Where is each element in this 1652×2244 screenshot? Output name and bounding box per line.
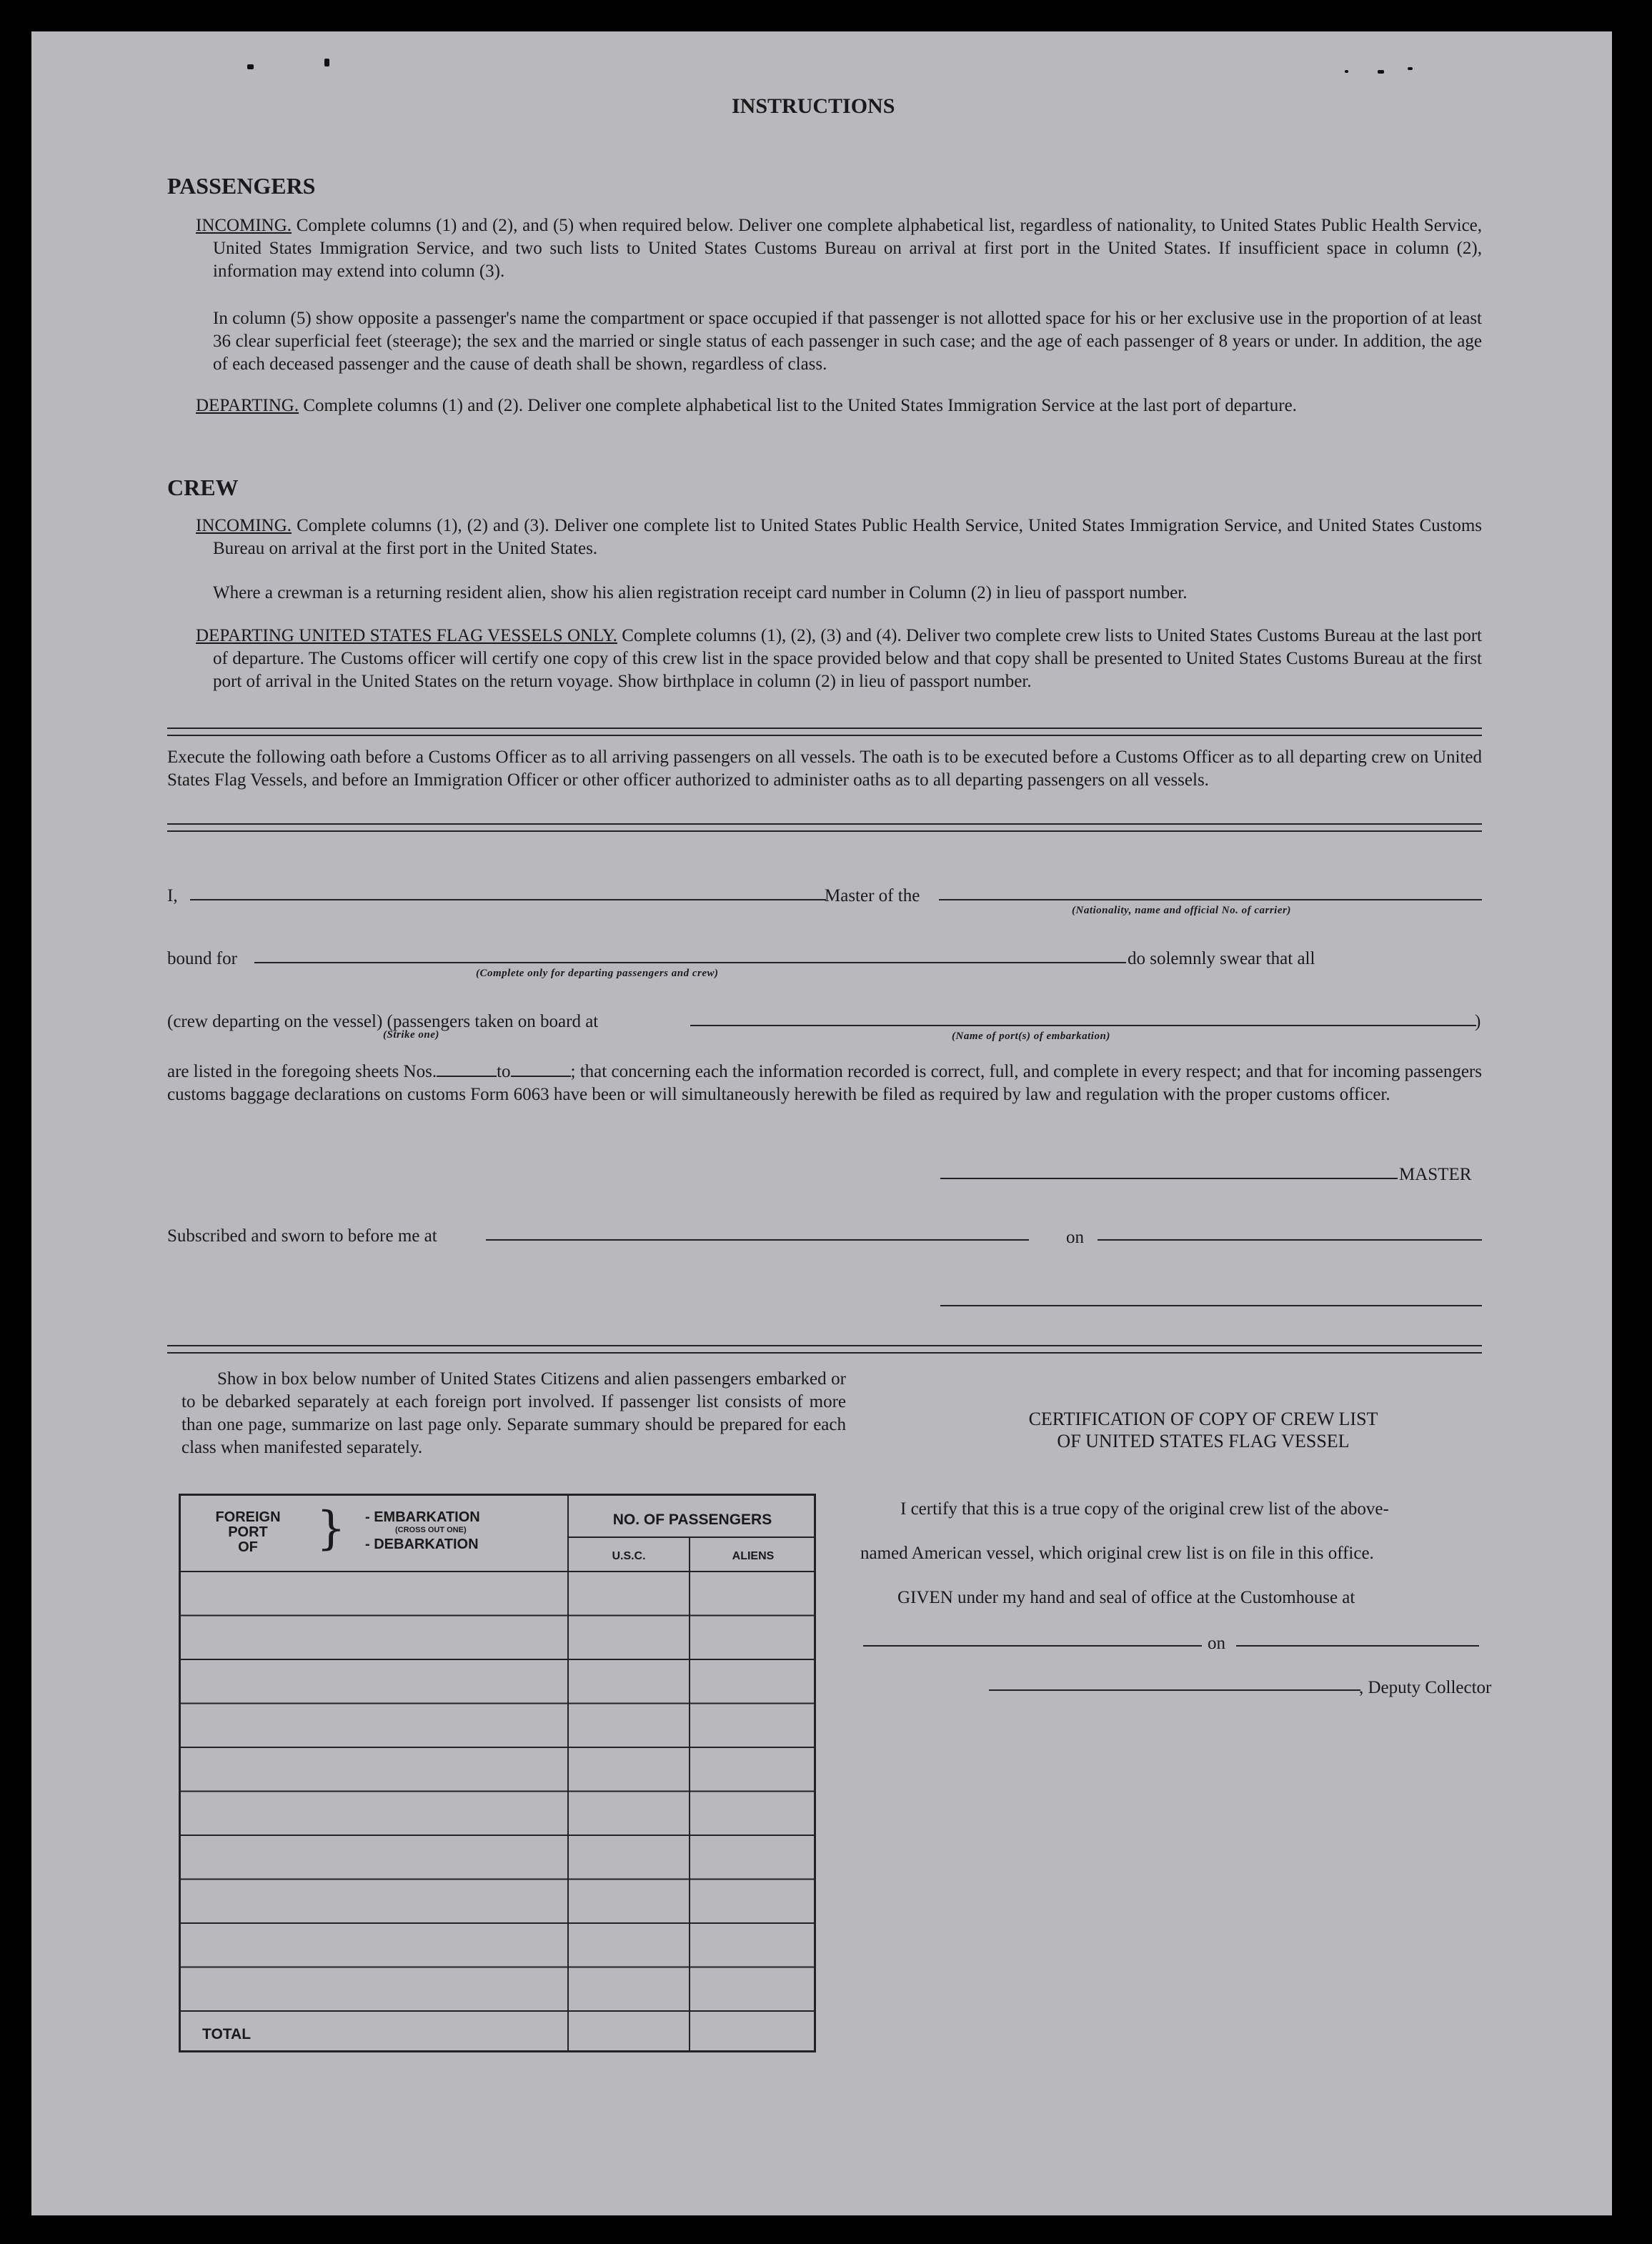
sheets-text: ; that concerning each the information recorded is correct, full, and complete in every respect; and that for incoming passengers customs baggage declarations on customs Form 6063 have been or will simultaneously herewith be filed as required by law and regulation with the proper customs officer.	[167, 1062, 1482, 1104]
brace-icon: }	[317, 1502, 346, 1555]
given-text: GIVEN under my hand and seal of office at the Customhouse at	[897, 1588, 1355, 1607]
deputy-collector-signature-field[interactable]	[989, 1689, 1360, 1691]
cert-on-label: on	[1208, 1634, 1225, 1653]
sworn-date-field[interactable]	[1098, 1239, 1482, 1241]
passengers-incoming-paragraph	[196, 214, 1482, 283]
master-label: MASTER	[1399, 1165, 1472, 1184]
summary-instruction: Show in box below number of United States Citizens and alien passengers embarked or to be debarked separately at each foreign port involved. If passenger list consists of more than one page, summarize on last page only. Separate summary should be prepared for each class when manifested separately.	[181, 1369, 846, 1457]
section-divider	[167, 1345, 1482, 1354]
close-paren: )	[1475, 1012, 1481, 1031]
sheets-label: are listed in the foregoing sheets Nos.	[167, 1062, 437, 1081]
scan-speck	[247, 64, 254, 69]
certification-title-line: CERTIFICATION OF COPY OF CREW LIST	[1028, 1409, 1378, 1429]
scan-speck	[1345, 70, 1348, 73]
section-divider	[167, 823, 1482, 832]
master-name-field[interactable]	[190, 899, 826, 900]
crew-departing-label: DEPARTING UNITED STATES FLAG VESSELS ONLY.	[196, 626, 617, 645]
sworn-on-label: on	[1066, 1228, 1084, 1247]
aliens-header: ALIENS	[732, 1550, 775, 1562]
bound-for-field[interactable]	[254, 962, 1126, 963]
nationality-caption: (Nationality, name and official No. of carrier)	[1072, 905, 1291, 916]
sheet-to-field[interactable]	[511, 1076, 571, 1077]
passengers-incoming-text: Complete columns (1) and (2), and (5) when required below. Deliver one complete alphabetical list, regardless of nationality, to United States Public Health Service, United States Immigration Service, and two such lists to United States Customs Bureau on arrival at first port in the United States. If insufficient space in column (2), information may extend into column (3).	[213, 216, 1483, 281]
cross-out-caption: (CROSS OUT ONE)	[395, 1526, 467, 1534]
crew-departing-label: (crew departing on the vessel) (passengers taken on board at	[167, 1012, 599, 1031]
deputy-collector-label: , Deputy Collector	[1359, 1678, 1492, 1697]
embarkation-ports-field[interactable]	[690, 1025, 1476, 1026]
crew-incoming-paragraph	[196, 515, 1482, 560]
no-passengers-header: NO. OF PASSENGERS	[612, 1511, 772, 1528]
passengers-heading: PASSENGERS	[167, 173, 316, 199]
embarkation-header: - EMBARKATION	[365, 1509, 480, 1525]
cert-date-field[interactable]	[1236, 1645, 1479, 1647]
bound-caption: (Complete only for departing passengers and crew)	[476, 968, 719, 979]
crew-heading: CREW	[167, 475, 239, 500]
certification-title-line: OF UNITED STATES FLAG VESSEL	[1057, 1431, 1350, 1451]
oath-instruction: Execute the following oath before a Customs Officer as to all arriving passengers on all vessels. The oath is to be executed before a Customs Officer as to all departing crew on United States Flag Vessels, and before an Immigration Officer or other officer authorized to administer oaths as to all departing passengers on all vessels.	[167, 748, 1482, 790]
to-label: to	[497, 1062, 511, 1081]
passengers-departing-label: DEPARTING.	[196, 396, 299, 415]
form-page	[31, 31, 1612, 2215]
passengers-departing-paragraph	[196, 394, 1482, 417]
certify-line-1: I certify that this is a true copy of the original crew list of the above-	[900, 1499, 1389, 1519]
sheet-from-field[interactable]	[437, 1076, 497, 1077]
certify-line-2: named American vessel, which original crew list is on file in this office.	[860, 1544, 1374, 1563]
subscribed-label: Subscribed and sworn to before me at	[167, 1226, 437, 1246]
customhouse-field[interactable]	[863, 1645, 1202, 1647]
section-divider	[167, 728, 1482, 736]
passengers-incoming-label: INCOMING.	[196, 216, 292, 235]
foreign-header-line: FOREIGN	[215, 1509, 281, 1525]
sworn-location-field[interactable]	[486, 1239, 1029, 1241]
ports-caption: (Name of port(s) of embarkation)	[952, 1031, 1110, 1042]
scan-speck	[1408, 67, 1413, 70]
foreign-header-line: OF	[238, 1539, 258, 1555]
page-title: INSTRUCTIONS	[732, 94, 895, 118]
total-label: TOTAL	[202, 2026, 252, 2042]
passenger-summary-table	[179, 1494, 816, 2052]
passengers-column5-paragraph: In column (5) show opposite a passenger's name the compartment or space occupied if that passenger is not allotted space for his or her exclusive use in the proportion of at least 36 clear superficial feet (steerage); the sex and the married or single status of each passenger in such case; and the age of each passenger of 8 years or under. In addition, the age of each deceased passenger and the cause of death shall be shown, regardless of class.	[213, 309, 1482, 374]
table-grid	[181, 1496, 814, 2050]
crew-departing-text: Complete columns (1), (2), (3) and (4). Deliver two complete crew lists to United States Customs Bureau at the last port of departure. The Customs officer will certify one copy of this crew list in the space provided below and that copy shall be presented to United States Customs Bureau at the first port of arrival in the United States on the return voyage. Show birthplace in column (2) in lieu of passport number.	[213, 626, 1483, 691]
officer-signature-field[interactable]	[940, 1305, 1482, 1306]
carrier-field[interactable]	[939, 899, 1482, 900]
sheets-paragraph	[167, 1061, 1482, 1106]
certification-title	[860, 1408, 1546, 1452]
crew-resident-paragraph: Where a crewman is a returning resident alien, show his alien registration receipt card number in Column (2) in lieu of passport number.	[213, 583, 1188, 602]
usc-header: U.S.C.	[612, 1550, 646, 1562]
scan-speck	[1378, 70, 1384, 74]
master-signature-field[interactable]	[940, 1178, 1398, 1179]
scan-speck	[324, 59, 329, 66]
crew-incoming-text: Complete columns (1), (2) and (3). Deliver one complete list to United States Public Health Service, United States Immigration Service, and United States Customs Bureau on arrival at the first port in the United States.	[213, 516, 1483, 558]
foreign-header-line: PORT	[228, 1524, 268, 1540]
strike-caption: (Strike one)	[383, 1029, 439, 1041]
crew-incoming-label: INCOMING.	[196, 516, 292, 535]
oath-i-label: I,	[167, 886, 178, 905]
crew-departing-paragraph	[196, 625, 1482, 693]
master-of-label: Master of the	[825, 886, 920, 905]
debarkation-header: - DEBARKATION	[365, 1536, 479, 1552]
swear-label: do solemnly swear that all	[1128, 949, 1315, 968]
bound-for-label: bound for	[167, 949, 237, 968]
passengers-departing-text: Complete columns (1) and (2). Deliver one complete alphabetical list to the United States Immigration Service at the last port of departure.	[303, 396, 1297, 415]
